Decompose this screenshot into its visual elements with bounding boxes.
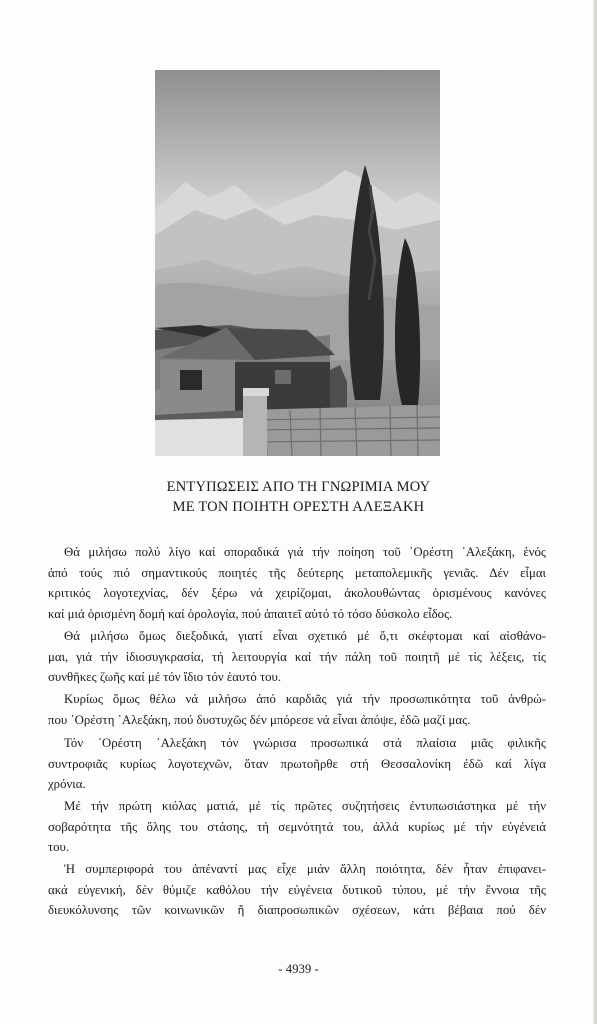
text-line: Μέ τήν πρώτη κιόλας ματιά, μέ τίς πρῶτες συζητήσεις ἐντυπωσιάστηκα μέ τήν	[64, 799, 546, 813]
text-line: του.	[48, 840, 70, 855]
text-line: χρόνια.	[48, 777, 86, 792]
page-number: - 4939 -	[278, 962, 319, 976]
paragraph-4	[48, 733, 546, 795]
text-line: καί μιά ὁρισμένη δομή καί ὁρολογία, πού ἀπαιτεῖ αὐτό τό τόσο δύσκολο εἶδος.	[48, 606, 453, 621]
text-line: κριτικός λογοτεχνίας, δέν ξέρω νά χειρίζομαι, ἀκολουθώντας ὁρισμένους κανόνες	[48, 586, 546, 601]
paragraph-1	[48, 542, 546, 624]
paragraph-2	[48, 626, 546, 688]
text-line: που ᾿Ορέστη ᾿Αλεξάκη, πού δυστυχῶς δέν μπόρεσε νά εἶναι ἀπόψε, ἐδῶ μαζί μας.	[48, 712, 471, 727]
article-title-line-2: ΜΕ ΤΟΝ ΠΟΙΗΤΗ ΟΡΕΣΤΗ ΑΛΕΞΑΚΗ	[172, 499, 425, 515]
text-line: Τόν ᾿Ορέστη ᾿Αλεξάκη τόν γνώρισα προσωπικά στά πλαίσια μιᾶς φιλικῆς	[64, 736, 546, 750]
text-line: Θά μιλήσω ὅμως διεξοδικά, γιατί εἶναι σχετικό μέ ὅ,τι σκέφτομαι καί αἰσθάνο-	[64, 629, 546, 643]
text-line: διευκόλυνσης τῶν κοινωνικῶν ἤ διαπροσωπικῶν σχέσεων, κάτι βέβαια πού δέν	[48, 903, 546, 918]
article-title-line-1: ΕΝΤΥΠΩΣΕΙΣ ΑΠΟ ΤΗ ΓΝΩΡΙΜΙΑ ΜΟΥ	[166, 479, 431, 495]
text-line: ἀπό τούς πιό σημαντικούς ποιητές τῆς δεύτερης μεταπολεμικῆς γενιᾶς. Δέν εἶμαι	[48, 565, 546, 580]
text-line: σοβαρότητα τῆς ὅλης του στάσης, τή σεμνότητά του, ἀλλά κυρίως μέ τήν εὐγένειά	[48, 819, 546, 834]
text-line: Κυρίως ὅμως θέλω νά μιλήσω ἀπό καρδιᾶς γιά τήν προσωπικότητα τοῦ ἀνθρώ-	[64, 692, 546, 706]
paragraph-3	[48, 689, 546, 730]
text-line: Θά μιλήσω πολύ λίγο καί σποραδικά γιά τήν ποίηση τοῦ ᾿Ορέστη ᾿Αλεξάκη, ἑνός	[64, 545, 546, 559]
landscape-painting	[155, 70, 440, 456]
text-line: συντροφιᾶς κυρίως λογοτεχνῶν, ὅταν πρωτοῆρθε στή Θεσσαλονίκη ἐδῶ καί λίγα	[48, 756, 546, 771]
text-line: μαι, γιά τήν ἰδιοσυγκρασία, τή λειτουργία καί τήν πάλη τοῦ ποιητῆ μέ τίς λέξεις, τίς	[48, 649, 546, 664]
text-line: συνθῆκες ζωῆς καί μέ τόν ἴδιο τόν ἑαυτό του.	[48, 670, 282, 685]
text-line: ακά εὐγενική, δέν θύμιζε καθόλου τήν εὐγένεια δυτικοῦ τύπου, μέ τήν ἔννοια τῆς	[48, 882, 546, 897]
paragraph-6	[48, 859, 546, 921]
paragraph-5	[48, 796, 546, 858]
text-line: Ἡ συμπεριφορά του ἀπέναντί μας εἶχε μιάν ἄλλη ποιότητα, δέν ἦταν ἐπιφανει-	[64, 862, 546, 876]
